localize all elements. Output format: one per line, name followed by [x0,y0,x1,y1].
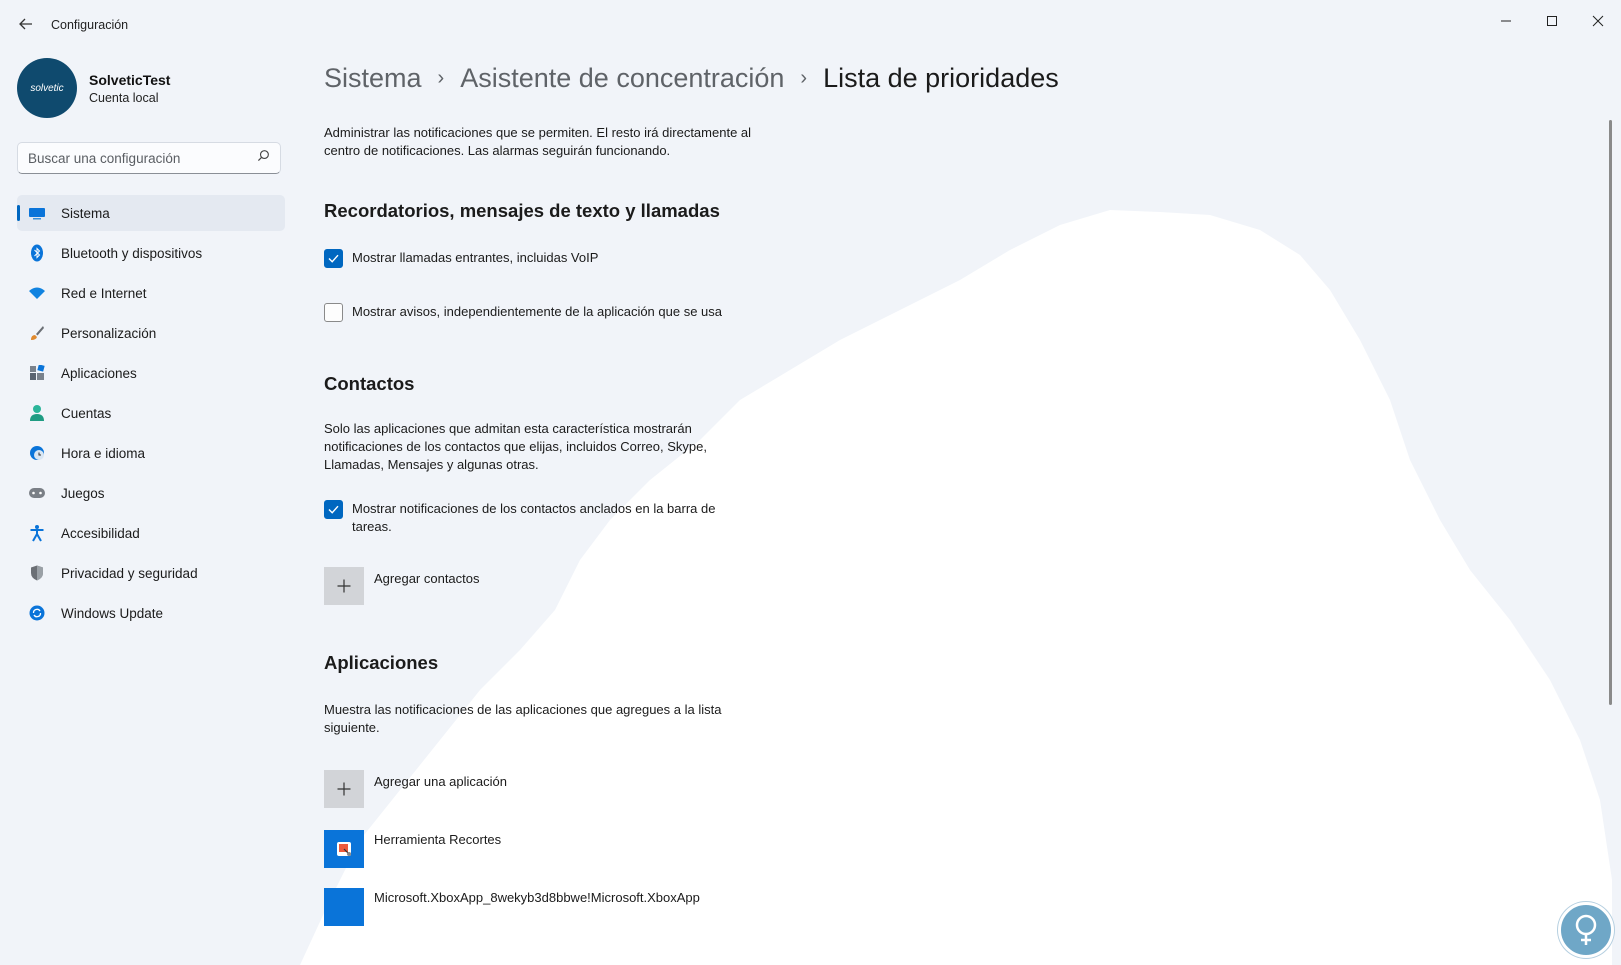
scrollbar[interactable] [1609,120,1612,705]
checkbox-calls[interactable] [324,249,343,268]
page-title: Lista de prioridades [823,62,1059,93]
shield-icon [28,564,46,582]
sidebar [0,48,300,965]
plus-icon [324,770,364,808]
sidebar-item-personalizacion[interactable] [17,315,285,351]
sidebar-item-label: Privacidad y seguridad [61,565,198,581]
section-title-apps: Aplicaciones [324,652,439,673]
intro-text: Administrar las notificaciones que se permiten. El resto irá directamente al centro de notificaciones. Las alarmas seguirán funcionando. [324,125,752,158]
sidebar-item-label: Windows Update [61,605,164,621]
avatar[interactable] [17,58,77,118]
chevron-right-icon: › [800,66,808,89]
sidebar-item-label: Cuentas [61,405,112,421]
checkbox-row-pinned-contacts[interactable] [324,500,752,536]
add-app-button[interactable] [324,770,507,808]
add-app-label: Agregar una aplicación [374,774,507,789]
app-name: Herramienta Recortes [374,832,502,847]
nav-list [17,195,285,635]
plus-icon [324,567,364,605]
sidebar-item-label: Accesibilidad [61,525,140,541]
sidebar-item-label: Bluetooth y dispositivos [61,245,203,261]
chevron-right-icon: › [437,66,445,89]
minimize-button[interactable] [1483,6,1529,36]
apps-icon [28,364,46,382]
accessibility-icon [28,524,46,542]
list-item[interactable] [324,830,501,868]
display-icon [28,204,46,222]
sidebar-item-label: Juegos [61,485,105,501]
window-title: Configuración [51,18,129,32]
checkbox-row-reminders[interactable] [324,303,742,322]
main-content [300,48,1600,965]
search-icon[interactable] [257,149,270,165]
contacts-description: Solo las aplicaciones que admitan esta característica mostrarán notificaciones de los contactos que elijas, incluidos Correo, Skype, Llamadas, Mensajes y algunas otras. [324,421,707,472]
bluetooth-icon [28,244,46,262]
sidebar-item-cuentas[interactable] [17,395,285,431]
sidebar-item-accesibilidad[interactable] [17,515,285,551]
wifi-icon [28,284,46,302]
apps-description: Muestra las notificaciones de las aplicaciones que agregues a la lista siguiente. [324,702,722,735]
sidebar-item-label: Aplicaciones [61,365,137,381]
checkbox-label: Mostrar notificaciones de los contactos anclados en la barra de tareas. [352,501,716,534]
checkbox-row-calls[interactable] [324,249,742,268]
back-arrow-icon[interactable] [14,12,38,36]
gamepad-icon [28,484,46,502]
search-input[interactable] [28,149,248,167]
search-box[interactable] [17,142,281,174]
avatar-text: solvetic [30,82,64,94]
sidebar-item-juegos[interactable] [17,475,285,511]
close-button[interactable] [1575,6,1621,36]
list-item[interactable] [324,888,700,926]
update-icon [28,604,46,622]
title-bar [0,0,1621,48]
breadcrumb-asistente[interactable]: Asistente de concentración [460,62,785,93]
sidebar-item-hora[interactable] [17,435,285,471]
sidebar-item-label: Personalización [61,325,157,341]
app-tile-icon [324,888,364,926]
maximize-button[interactable] [1529,6,1575,36]
checkbox-label: Mostrar llamadas entrantes, incluidas VoIP [352,250,599,265]
sidebar-item-label: Sistema [61,205,110,221]
clock-globe-icon [28,444,46,462]
checkbox-label: Mostrar avisos, independientemente de la aplicación que se usa [352,304,723,319]
section-title-reminders: Recordatorios, mensajes de texto y llamadas [324,200,720,221]
app-name: Microsoft.XboxApp_8wekyb3d8bbwe!Microsoft.XboxApp [374,890,700,905]
person-icon [28,404,46,422]
snipping-tool-icon [324,830,364,868]
sidebar-item-aplicaciones[interactable] [17,355,285,391]
sidebar-item-sistema[interactable] [17,195,285,231]
logo-watermark [1558,902,1614,958]
breadcrumb [324,58,1059,98]
account-type: Cuenta local [89,91,159,105]
sidebar-item-label: Red e Internet [61,285,147,301]
user-name: SolveticTest [89,72,171,88]
sidebar-item-label: Hora e idioma [61,445,146,461]
breadcrumb-sistema[interactable]: Sistema [324,62,422,93]
brush-icon [28,324,46,342]
sidebar-item-red[interactable] [17,275,285,311]
section-title-contacts: Contactos [324,373,415,394]
checkbox-reminders[interactable] [324,303,343,322]
sidebar-item-privacidad[interactable] [17,555,285,591]
sidebar-item-bluetooth[interactable] [17,235,285,271]
sidebar-item-windows-update[interactable] [17,595,285,631]
checkbox-pinned-contacts[interactable] [324,500,343,519]
add-contacts-label: Agregar contactos [374,571,480,586]
add-contacts-button[interactable] [324,567,480,605]
